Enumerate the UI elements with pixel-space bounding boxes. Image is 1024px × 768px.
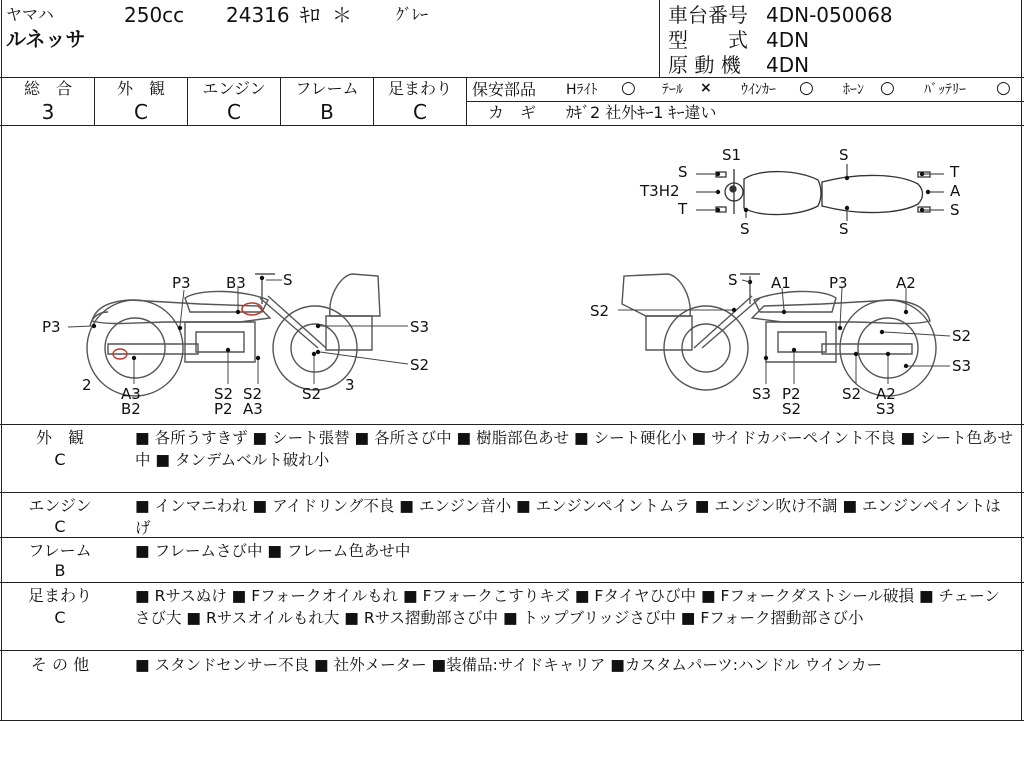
- label-right-s2-a: S2: [782, 400, 802, 418]
- label-left-2: 2: [82, 376, 92, 394]
- label-left-p3-side: P3: [42, 318, 61, 336]
- label-right-s-top: S: [728, 271, 738, 289]
- score-label-overall: 総 合: [23, 79, 72, 98]
- label-top-s-left: S: [678, 163, 688, 181]
- label-right-p2: P2: [782, 385, 801, 403]
- label-right-s2-b: S2: [842, 385, 862, 403]
- label-top-s-bottom: S: [740, 220, 750, 238]
- divider: [0, 77, 1024, 78]
- model-name: ルネッサ: [6, 27, 86, 51]
- label-left-s2: S2: [410, 356, 430, 374]
- label-right-s3-b: S3: [876, 400, 896, 418]
- note-grade-engine: C: [54, 517, 66, 536]
- safety-item-battery: ﾊﾞｯﾃﾘｰ: [924, 82, 966, 98]
- note-category-engine: エンジン: [28, 496, 92, 515]
- safety-mark-headlight: ○: [621, 78, 636, 98]
- score-frame: B: [320, 100, 334, 124]
- note-grade-frame: B: [54, 561, 66, 580]
- right-side-view: [622, 274, 936, 396]
- note-category-exterior: 外 観: [35, 428, 84, 447]
- label-left-s3: S3: [410, 318, 430, 336]
- label-left-p2: P2: [214, 400, 233, 418]
- mileage-mark: ＊: [332, 3, 352, 27]
- score-overall: 3: [41, 100, 55, 124]
- label-left-3: 3: [345, 376, 355, 394]
- label-top-s-right: S: [950, 201, 960, 219]
- score-exterior: C: [134, 100, 148, 124]
- note-grade-exterior: C: [54, 450, 66, 469]
- score-suspension: C: [413, 100, 427, 124]
- divider: [0, 650, 1024, 651]
- label-left-a3: A3: [121, 385, 141, 403]
- label-right-s3: S3: [752, 385, 772, 403]
- safety-item-winker: ｳｲﾝｶｰ: [741, 82, 776, 98]
- score-label-frame: フレーム: [295, 79, 359, 98]
- divider: [0, 424, 1024, 425]
- note-category-suspension: 足まわり: [27, 586, 92, 605]
- safety-mark-horn: ○: [880, 78, 895, 98]
- label-top-t-left: T: [678, 200, 688, 218]
- divider: [0, 582, 1024, 583]
- key-label: カ ギ: [488, 103, 537, 122]
- note-text-other: ■ スタンドセンサー不良 ■ 社外メーター ■装備品:サイドキャリア ■カスタムパーツ:ハンドル ウインカー: [135, 656, 882, 674]
- label-right-p3: P3: [829, 274, 848, 292]
- safety-item-tail: ﾃｰﾙ: [662, 82, 683, 98]
- left-side-view: [87, 274, 380, 396]
- label-top-t-right: T: [950, 163, 960, 181]
- safety-mark-battery: ○: [996, 78, 1011, 98]
- note-text-exterior: ■ 各所うすきず ■ シート張替 ■ 各所さび中 ■ 樹脂部色あせ ■ シート硬化小 ■ サイドカバーペイント不良 ■ シート色あせ中 ■ タンデムベルト破れ小: [135, 429, 1014, 469]
- label-right-s2-side: S2: [952, 327, 972, 345]
- top-view: [696, 164, 944, 221]
- maker: ヤマハ: [6, 5, 54, 24]
- engine-code: 4DN: [766, 53, 810, 77]
- divider: [659, 0, 660, 77]
- label-left-a3-b: A3: [243, 400, 263, 418]
- note-category-other: そ の 他: [30, 655, 90, 674]
- label-right-a1: A1: [771, 274, 791, 292]
- safety-item-headlight: Hﾗｲﾄ: [566, 82, 598, 98]
- note-text-engine: ■ インマニわれ ■ アイドリング不良 ■ エンジン音小 ■ エンジンペイントムラ ■ エンジン吹け不調 ■ エンジンペイントはげ: [135, 497, 1001, 537]
- score-label-suspension: 足まわり: [387, 79, 452, 98]
- note-category-frame: フレーム: [28, 541, 92, 560]
- mileage-unit: ｷﾛ: [300, 3, 320, 27]
- score-label-engine: エンジン: [202, 79, 266, 98]
- note-text-frame: ■ フレームさび中 ■ フレーム色あせ中: [135, 542, 411, 560]
- frame-no-label: 車台番号: [668, 3, 748, 27]
- label-left-p3-top: P3: [172, 274, 191, 292]
- mileage: 24316: [226, 3, 290, 27]
- engine-label: 原 動 機: [668, 53, 741, 77]
- label-left-s2-b: S2: [243, 385, 263, 403]
- key-value: ｶｷﾞ2 社外ｷｰ1 ｷｰ違い: [566, 103, 717, 122]
- label-top-s1: S1: [722, 146, 742, 164]
- label-top-t3h2: T3H2: [640, 182, 680, 200]
- divider: [0, 720, 1024, 721]
- label-left-s-top: S: [283, 271, 293, 289]
- top-view-labels: [639, 146, 961, 238]
- damage-diagram: [0, 126, 1024, 423]
- safety-label: 保安部品: [472, 80, 537, 99]
- label-right-a2-top: A2: [896, 274, 916, 292]
- note-text-suspension: ■ Rサスぬけ ■ Fフォークオイルもれ ■ Fフォークこすりキズ ■ Fタイヤひび中 ■ Fフォークダストシール破損 ■ チェーンさび大 ■ Rサスオイルもれ大 ■ Rサス摺動部さび中 ■ トップブリッジさび中 ■ Fフォーク摺動部さび小: [135, 587, 1000, 627]
- left-side-labels: [42, 271, 429, 418]
- color: ｸﾞﾚｰ: [396, 5, 429, 24]
- note-grade-suspension: C: [54, 608, 66, 627]
- frame-no: 4DN-050068: [766, 3, 893, 27]
- label-right-s2-rear: S2: [590, 302, 610, 320]
- label-top-s-front: S: [839, 146, 849, 164]
- label-top-a: A: [950, 182, 961, 200]
- label-right-a2: A2: [876, 385, 896, 403]
- label-left-s2-a: S2: [214, 385, 234, 403]
- displacement: 250cc: [124, 3, 185, 27]
- label-right-s3-side: S3: [952, 357, 972, 375]
- score-label-exterior: 外 観: [116, 79, 165, 98]
- divider: [466, 101, 1024, 102]
- label-top-s-rear: S: [839, 220, 849, 238]
- safety-item-horn: ﾎｰﾝ: [843, 82, 864, 98]
- model-code: 4DN: [766, 28, 810, 52]
- safety-mark-tail: ×: [700, 80, 712, 96]
- label-left-b3: B3: [226, 274, 246, 292]
- model-label: 型 式: [668, 28, 748, 52]
- score-engine: C: [227, 100, 241, 124]
- label-left-b2: B2: [121, 400, 141, 418]
- divider: [466, 77, 467, 125]
- label-left-s2-c: S2: [302, 385, 322, 403]
- safety-mark-winker: ○: [799, 78, 814, 98]
- divider: [0, 492, 1024, 493]
